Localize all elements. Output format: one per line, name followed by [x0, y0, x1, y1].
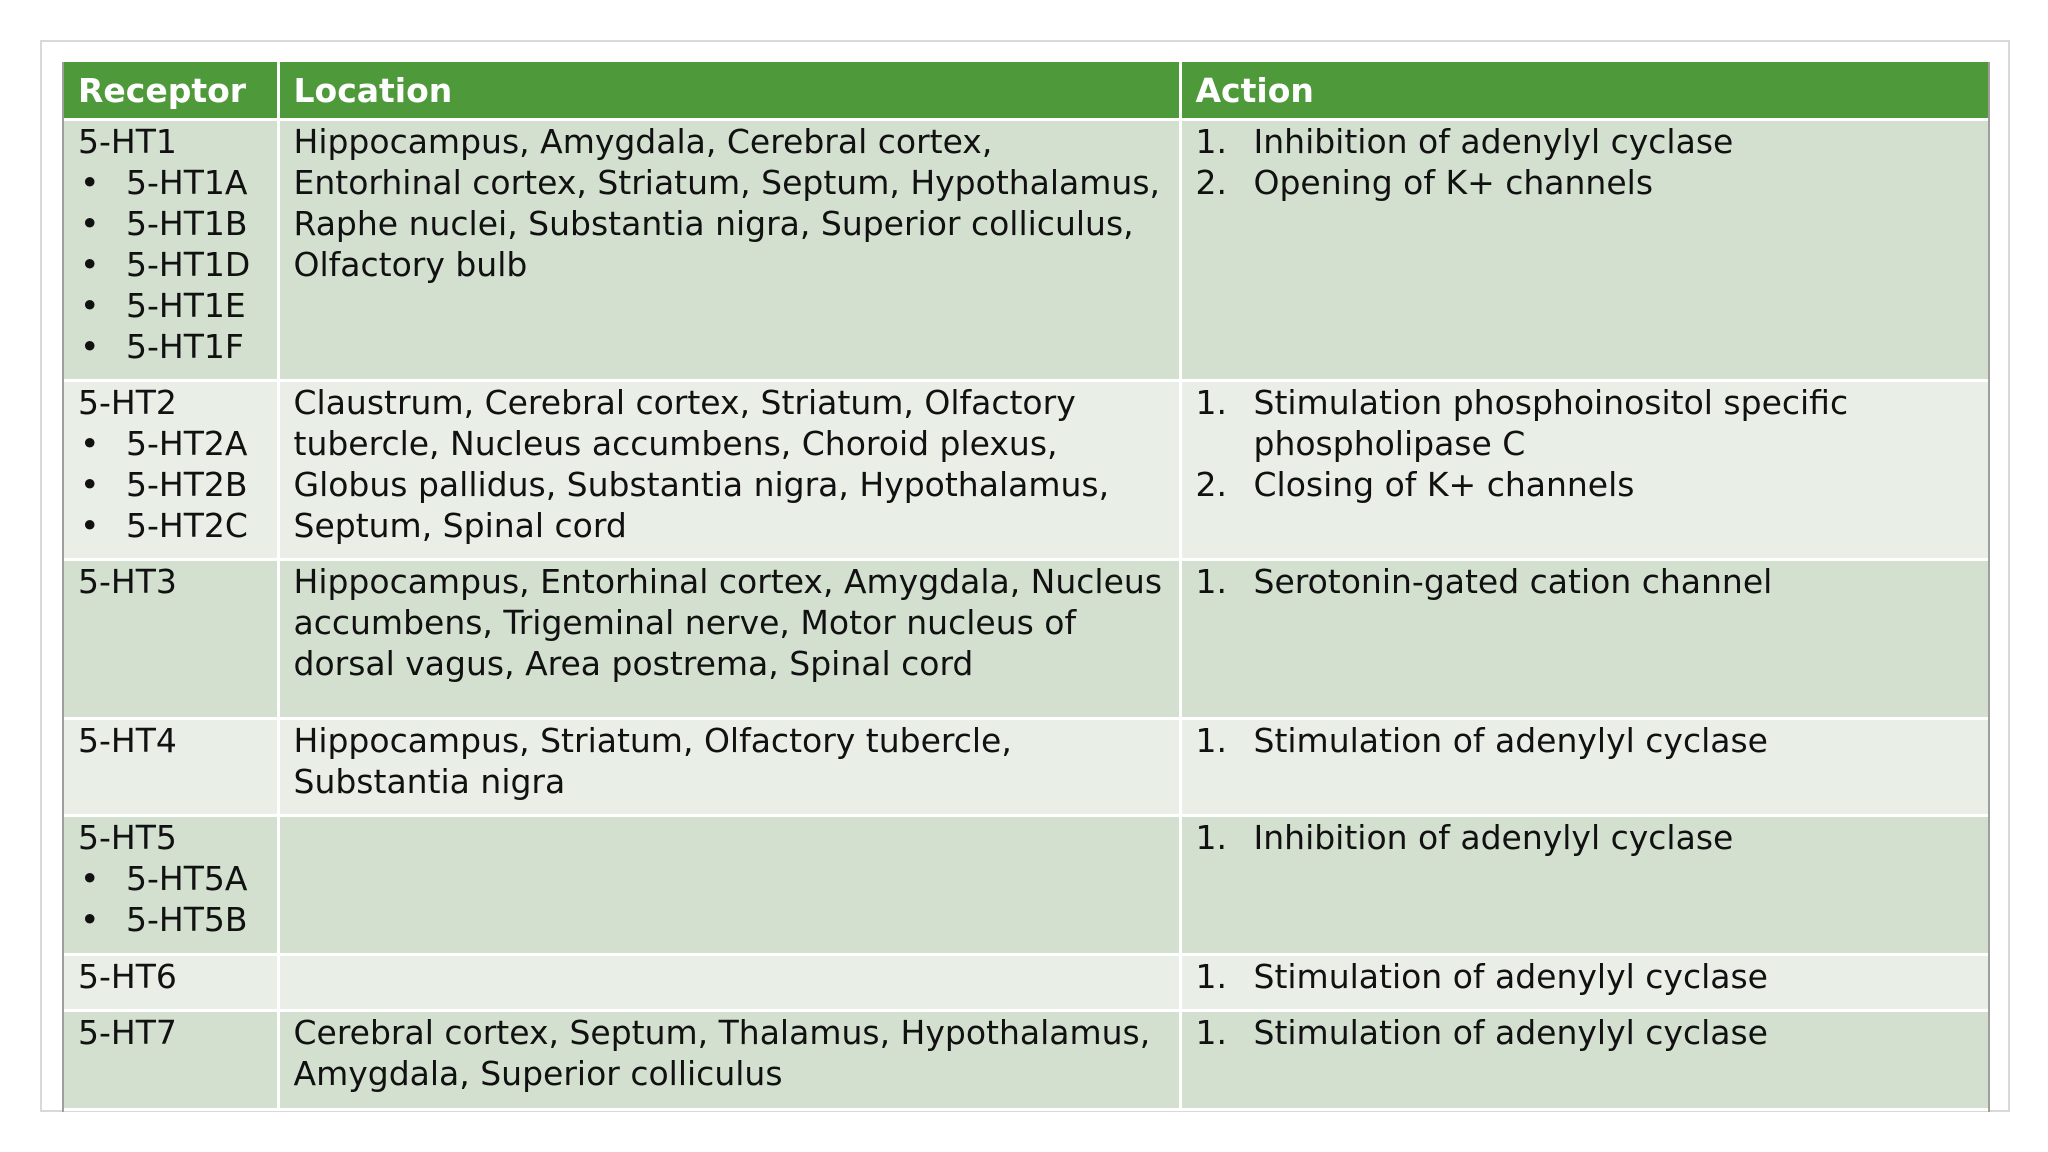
receptor-name: 5-HT6 [78, 957, 177, 996]
receptor-subtype: • 5-HT5B [78, 899, 263, 940]
action-item [1196, 817, 1975, 858]
action-number: 1. [1195, 383, 1227, 422]
receptor-subtype: • 5-HT1D [78, 244, 263, 285]
action-item [1196, 162, 1975, 203]
action-number: 1. [1195, 957, 1227, 996]
receptor-subtype: • 5-HT2A [78, 423, 263, 464]
receptor-cell [64, 816, 278, 955]
receptor-name: 5-HT1 [78, 122, 177, 161]
action-cell [1180, 816, 1988, 955]
action-text: Stimulation phosphoinositol specific phospholipase C [1253, 383, 1849, 463]
receptor-subtype: • 5-HT1E [78, 285, 263, 326]
table-container [62, 62, 1990, 1112]
action-cell [1180, 719, 1988, 816]
receptor-cell [64, 1011, 278, 1110]
action-number: 2. [1195, 163, 1227, 202]
receptor-subtype: • 5-HT1A [78, 162, 263, 203]
action-item [1196, 121, 1975, 162]
action-cell [1180, 560, 1988, 719]
header-action: Action [1180, 62, 1988, 120]
receptor-cell [64, 719, 278, 816]
receptor-name: 5-HT4 [78, 721, 177, 760]
action-item [1196, 720, 1975, 761]
action-number: 2. [1195, 465, 1227, 504]
table-header-row [64, 62, 1988, 120]
action-number: 1. [1195, 818, 1227, 857]
receptor-name: 5-HT2 [78, 383, 177, 422]
action-text: Inhibition of adenylyl cyclase [1253, 122, 1734, 161]
table-row [64, 381, 1988, 560]
receptor-cell [64, 120, 278, 381]
receptor-subtype: • 5-HT5A [78, 858, 263, 899]
action-cell [1180, 381, 1988, 560]
receptor-cell [64, 955, 278, 1011]
action-text: Serotonin-gated cation channel [1253, 562, 1773, 601]
action-text: Inhibition of adenylyl cyclase [1253, 818, 1734, 857]
location-cell: Cerebral cortex, Septum, Thalamus, Hypothalamus, Amygdala, Superior colliculus [278, 1011, 1180, 1110]
action-text: Stimulation of adenylyl cyclase [1253, 957, 1768, 996]
receptor-subtype: • 5-HT1F [78, 326, 263, 367]
receptor-subtype: • 5-HT1B [78, 203, 263, 244]
table-row [64, 955, 1988, 1011]
table-row [64, 816, 1988, 955]
action-text: Opening of K+ channels [1253, 163, 1654, 202]
header-receptor: Receptor [64, 62, 278, 120]
receptor-name: 5-HT7 [78, 1013, 177, 1052]
receptor-subtype: • 5-HT2B [78, 464, 263, 505]
receptor-table [64, 62, 1988, 1111]
table-row [64, 120, 1988, 381]
action-text: Stimulation of adenylyl cyclase [1253, 1013, 1768, 1052]
receptor-cell [64, 560, 278, 719]
receptor-name: 5-HT5 [78, 818, 177, 857]
receptor-name: 5-HT3 [78, 562, 177, 601]
action-text: Stimulation of adenylyl cyclase [1253, 721, 1768, 760]
action-number: 1. [1195, 721, 1227, 760]
location-cell [278, 816, 1180, 955]
action-cell [1180, 120, 1988, 381]
action-number: 1. [1195, 122, 1227, 161]
receptor-cell [64, 381, 278, 560]
action-number: 1. [1195, 1013, 1227, 1052]
action-item [1196, 464, 1975, 505]
action-cell [1180, 1011, 1988, 1110]
receptor-subtype: • 5-HT2C [78, 505, 263, 546]
action-item [1196, 561, 1975, 602]
table-row [64, 560, 1988, 719]
location-cell [278, 955, 1180, 1011]
action-text: Closing of K+ channels [1253, 465, 1635, 504]
action-item [1196, 1012, 1975, 1053]
action-cell [1180, 955, 1988, 1011]
action-item [1196, 956, 1975, 997]
location-cell: Hippocampus, Amygdala, Cerebral cortex, Entorhinal cortex, Striatum, Septum, Hypothalamus, Raphe nuclei, Substantia nigra, Superior colliculus, Olfactory bulb [278, 120, 1180, 381]
table-row [64, 719, 1988, 816]
location-cell: Hippocampus, Entorhinal cortex, Amygdala, Nucleus accumbens, Trigeminal nerve, Motor nucleus of dorsal vagus, Area postrema, Spinal cord [278, 560, 1180, 719]
location-cell: Hippocampus, Striatum, Olfactory tubercle, Substantia nigra [278, 719, 1180, 816]
action-item [1196, 382, 1975, 464]
action-number: 1. [1195, 562, 1227, 601]
header-location: Location [278, 62, 1180, 120]
location-cell: Claustrum, Cerebral cortex, Striatum, Olfactory tubercle, Nucleus accumbens, Choroid plexus, Globus pallidus, Substantia nigra, Hypothalamus, Septum, Spinal cord [278, 381, 1180, 560]
table-row [64, 1011, 1988, 1110]
